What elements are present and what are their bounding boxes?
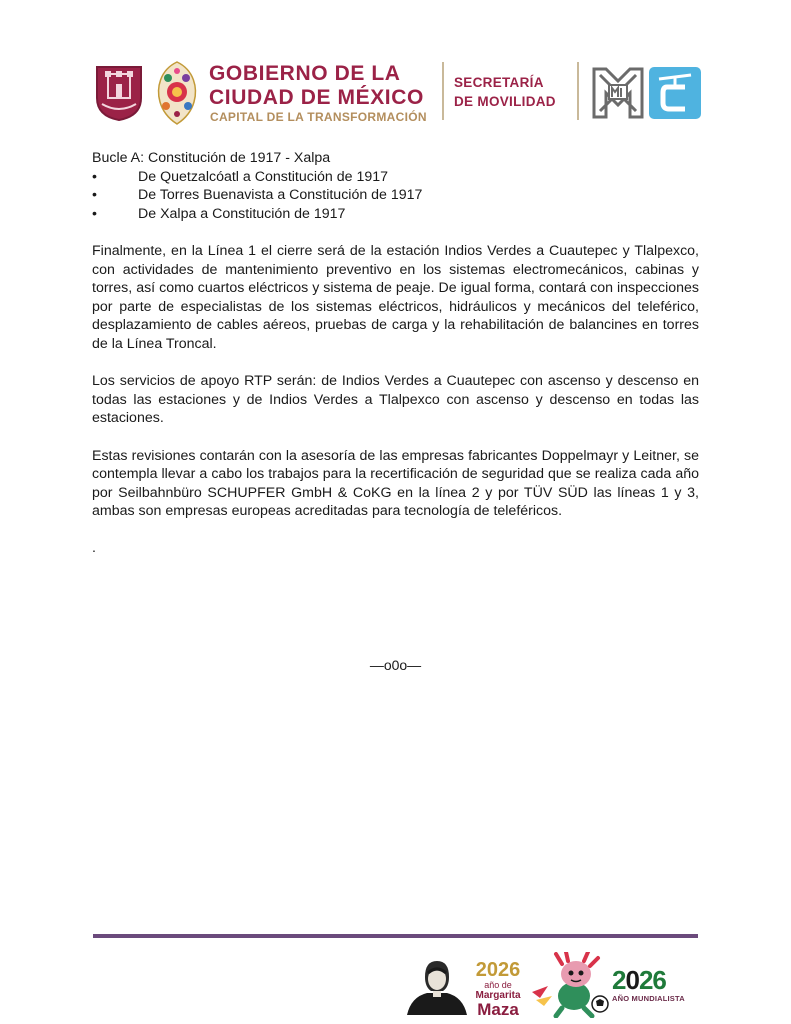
- paragraph-rtp: Los servicios de apoyo RTP serán: de Indios Verdes a Cuautepec con ascenso y descenso en todas las estaciones y de Indios Verdes a Tlalpexco con ascenso y descenso en todas las estaciones.: [92, 373, 699, 427]
- stray-period: .: [92, 540, 96, 557]
- maza-year: 2026: [475, 959, 521, 981]
- cablebus-logo-icon: [649, 67, 701, 119]
- list-item: [92, 186, 699, 205]
- spacer: [92, 354, 699, 373]
- list-item: [92, 168, 699, 187]
- secretaria-line2: DE MOVILIDAD: [454, 94, 556, 109]
- axolotl-mascot-icon: [530, 952, 612, 1018]
- mundial-year-digit: 2: [612, 965, 626, 995]
- government-title-line2: CIUDAD DE MÉXICO: [209, 86, 424, 109]
- end-marker: —o0o—: [369, 657, 422, 673]
- maza-line2: Margarita: [475, 990, 521, 1001]
- secretaria-name: [454, 73, 556, 111]
- mundial-year: [612, 967, 698, 994]
- cdmx-shield-icon: [94, 64, 144, 122]
- spacer: [92, 521, 699, 540]
- page-header: [92, 56, 702, 126]
- paragraph-linea1: Finalmente, en la Línea 1 el cierre será de la estación Indios Verdes a Cuautepec y Tlalpexco, con actividades de mantenimiento preventivo en los sistemas electromecánicos, cabinas y torres, así como cuartos eléctricos y sistema de peaje. De igual forma, contará con inspecciones por parte de especialistas de los sistemas eléctricos, hidráulicos y mecánicos del teleférico, desplazamiento de cables aéreos, pruebas de carga y la rehabilitación de balancines en torres de la Línea Troncal.: [92, 242, 699, 352]
- spacer: [92, 223, 699, 242]
- route-text: De Torres Buenavista a Constitución de 1917: [138, 187, 423, 204]
- mundial-badge: [612, 967, 698, 1003]
- mundial-label: AÑO MUNDIALISTA: [612, 994, 685, 1003]
- press-release-body: [92, 149, 699, 558]
- route-list: [92, 168, 699, 224]
- metro-logo-icon: [592, 67, 644, 119]
- cdmx-emblem-icon: [152, 58, 202, 126]
- bullet-marker: •: [92, 205, 97, 222]
- margarita-maza-badge: [470, 960, 526, 1018]
- loop-heading: Bucle A: Constitución de 1917 - Xalpa: [92, 150, 331, 166]
- secretaria-line1: SECRETARÍA: [454, 75, 544, 90]
- header-divider: [442, 62, 444, 120]
- government-title-line1: GOBIERNO DE LA: [209, 62, 401, 85]
- bullet-marker: •: [92, 168, 97, 185]
- list-item: [92, 205, 699, 224]
- government-subtitle: CAPITAL DE LA TRANSFORMACIÓN: [210, 110, 427, 124]
- footer-divider: [93, 934, 698, 938]
- bullet-marker: •: [92, 187, 97, 204]
- spacer: [92, 428, 699, 447]
- route-text: De Xalpa a Constitución de 1917: [138, 205, 346, 222]
- header-divider-2: [577, 62, 579, 120]
- maza-line1: año de: [484, 980, 512, 990]
- route-text: De Quetzalcóatl a Constitución de 1917: [138, 168, 389, 185]
- paragraph-certification: Estas revisiones contarán con la asesoría de las empresas fabricantes Doppelmayr y Leitner, se contempla llevar a cabo los trabajos para la recertificación de seguridad que se realiza cada año por Seilbahnbüro SCHUPFER GmbH & CoKG en la línea 2 y por TÜV SÜD las líneas 1 y 3, ambas son empresas europeas acreditadas para tecnología de teleféricos.: [92, 447, 699, 520]
- maza-line3: Maza: [477, 1000, 519, 1019]
- mundial-year-ball: 0: [625, 965, 639, 995]
- mundial-year-digits: 26: [638, 965, 666, 995]
- margarita-maza-portrait-icon: [407, 957, 467, 1015]
